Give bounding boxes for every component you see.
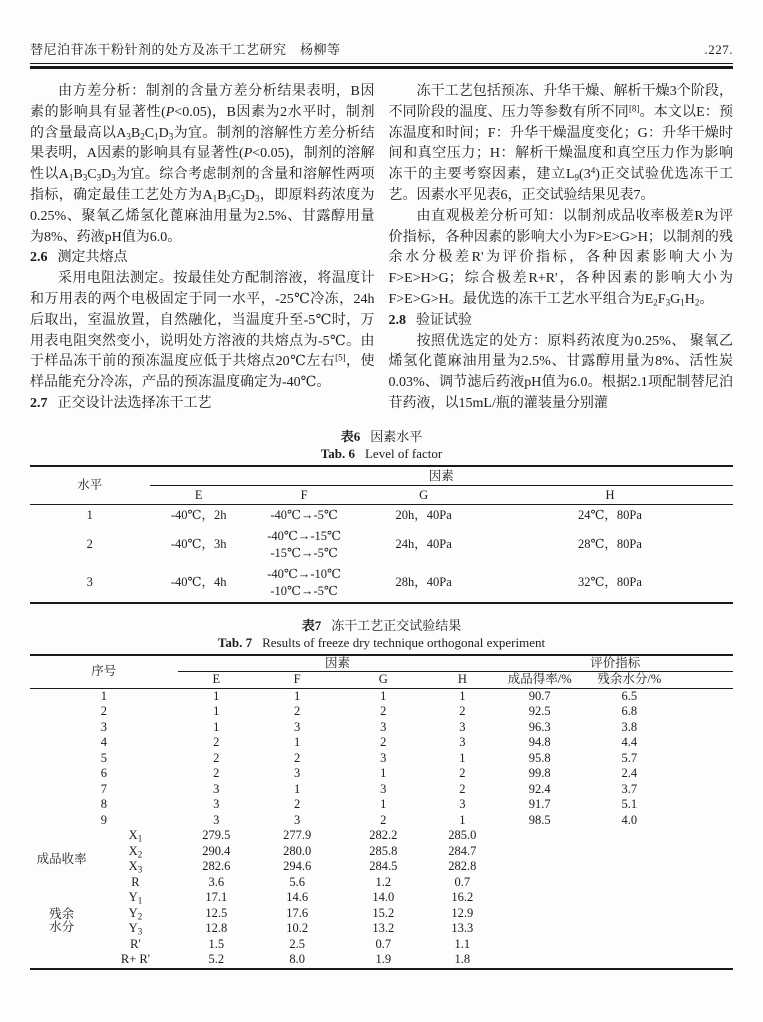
moisture-cell: 6.5 (621, 688, 638, 703)
run-no-cell: 2 (100, 704, 107, 719)
stat-label-cell (93, 906, 177, 922)
level-cell: 2 (380, 704, 387, 719)
stat-value-cell: 2.5 (289, 936, 305, 951)
filler-cell (677, 782, 733, 798)
stat-label-sub: 2 (137, 911, 143, 921)
level-cell: 2 (459, 781, 466, 796)
level-cell: 2 (459, 766, 466, 781)
stat-value-cell: 1.2 (375, 874, 392, 889)
level-cell: 3 (380, 750, 387, 765)
e-cell: -40℃，3h (170, 537, 227, 552)
stat-label-sub: 2 (137, 849, 143, 859)
table7-col-filler (677, 672, 733, 689)
stat-label: R (131, 874, 140, 889)
table6-header-row-1 (30, 466, 733, 486)
level-cell: 1 (86, 507, 93, 522)
table6-col-F: F (248, 485, 360, 504)
stat-label: X (128, 859, 138, 874)
stat-value-cell: 13.2 (372, 921, 395, 936)
section-number: 2.8 (388, 312, 406, 328)
stat-group-label-yield: 成品收率 (36, 851, 87, 866)
yield-cell: 92.5 (528, 704, 551, 719)
run-no-cell: 3 (100, 719, 107, 734)
stat-value-cell: 294.6 (283, 859, 312, 874)
stat-label: Y (128, 905, 138, 920)
paragraph-freeze-dry-factors: 冻干工艺包括预冻、升华干燥、解析干燥3个阶段，不同阶段的温度、压力等参数有所不同[8]。本文以E：预冻温度和时间；F：升华干燥温度变化；G：升华干燥时间和真空压力；H：解析干燥温度和真空压力作为影响冻干的主要考察因素，建立$L_9(3^4)$正交试验优选冻干工艺。因素水平见表6，正交试验结果见表7。 (388, 84, 733, 203)
stat-label-cell (93, 859, 177, 875)
table6-row (30, 504, 733, 526)
level-cell: 1 (213, 704, 220, 719)
table7-stat-row (30, 906, 733, 922)
table7-stat-row (30, 859, 733, 875)
run-no-cell: 4 (100, 735, 107, 750)
stat-value-cell: 16.2 (451, 890, 474, 905)
level-cell: 1 (213, 688, 220, 703)
table7-title-zh: 冻干工艺正交试验结果 (331, 617, 462, 633)
stat-label: Y (128, 890, 138, 905)
stat-label: Y (128, 921, 138, 936)
yield-cell: 95.8 (528, 750, 551, 765)
table7-col-H: H (427, 672, 497, 689)
filler-cell (497, 906, 733, 922)
paragraph-range-analysis: 由直观极差分析可知：以制剂成品收率极差R为评价指标，各种因素的影响大小为F>E>G>H；以制剂的残余水分极差R'为评价指标，各种因素影响大小为F>E>H>G；综合极差R+R'，各种因素的影响大小为F>E>G>H。最优选的冻干工艺水平组合为$E_2F_3G_1H_2$。 (388, 208, 733, 308)
moisture-cell: 2.4 (621, 766, 638, 781)
section-heading-2-6 (30, 248, 375, 269)
stat-label-cell (93, 844, 177, 860)
table7-title-en: Results of freeze dry technique orthogonal experiment (262, 634, 546, 650)
filler-cell (497, 952, 733, 969)
table6-group-factors: 因素 (150, 466, 734, 486)
level-cell: 2 (213, 735, 220, 750)
filler-cell (497, 828, 733, 844)
stat-value-cell: 282.2 (369, 828, 398, 843)
table6-title-en: Level of factor (364, 445, 443, 461)
level-cell: 3 (459, 719, 466, 734)
level-cell: 2 (294, 704, 301, 719)
stat-value-cell: 282.8 (448, 859, 477, 874)
stat-value-cell: 279.5 (202, 828, 231, 843)
moisture-cell: 4.0 (621, 812, 638, 827)
level-cell: 3 (213, 797, 220, 812)
g-cell: 28h，40Pa (395, 575, 452, 590)
table7-col-G: G (339, 672, 427, 689)
level-cell: 3 (213, 812, 220, 827)
level-cell: 3 (213, 781, 220, 796)
stat-value-cell: 285.0 (448, 828, 477, 843)
moisture-cell: 3.7 (621, 781, 638, 796)
stat-value-cell: 1.1 (454, 936, 471, 951)
table7-group-evaluation: 评价指标 (497, 655, 733, 672)
filler-cell (497, 844, 733, 860)
f-cell: -40℃→-15℃ -15℃→-5℃ (267, 528, 342, 560)
table7-stat-row (30, 937, 733, 953)
stat-value-cell: 15.2 (372, 905, 395, 920)
level-cell: 1 (294, 688, 301, 703)
f-cell: -40℃→-5℃ (270, 507, 338, 522)
level-cell: 2 (459, 704, 466, 719)
table7-run-row (30, 688, 733, 704)
section-heading-2-7 (30, 394, 375, 415)
stat-value-cell: 0.7 (454, 874, 471, 889)
table7-stat-row (30, 952, 733, 969)
level-cell: 3 (294, 766, 301, 781)
section-number: 2.6 (30, 250, 48, 266)
stat-label: R+ R' (120, 952, 150, 967)
moisture-cell: 6.8 (621, 704, 638, 719)
table7-col-moisture: 残余水分/% (582, 672, 677, 689)
run-no-cell: 6 (100, 766, 107, 781)
filler-cell (497, 875, 733, 891)
level-cell: 3 (294, 812, 301, 827)
run-no-cell: 9 (100, 812, 107, 827)
stat-label-sub: 3 (137, 864, 143, 875)
table6-caption-zh (30, 429, 733, 445)
filler-cell (677, 688, 733, 704)
stat-label-sub: 1 (137, 833, 143, 844)
stat-label: X (128, 843, 138, 858)
stat-label: X (128, 828, 138, 843)
level-cell: 1 (459, 688, 466, 703)
yield-cell: 90.7 (528, 688, 551, 703)
stat-value-cell: 13.3 (451, 921, 474, 936)
table7-stat-row (30, 921, 733, 937)
table7-run-row (30, 720, 733, 736)
stat-value-cell: 14.6 (286, 890, 309, 905)
stat-value-cell: 12.5 (205, 905, 228, 920)
stat-value-cell: 14.0 (372, 890, 395, 905)
stat-value-cell: 1.5 (208, 936, 225, 951)
stat-value-cell: 17.1 (205, 890, 228, 905)
e-cell: -40℃，2h (170, 507, 227, 522)
yield-cell: 92.4 (528, 781, 551, 796)
stat-value-cell: 5.6 (289, 874, 305, 889)
level-cell: 3 (380, 719, 387, 734)
stat-label: R' (130, 936, 141, 951)
table7-label-zh: 表7 (301, 617, 322, 633)
table6 (30, 465, 733, 604)
table6-col-E: E (150, 485, 248, 504)
stat-label-cell (93, 828, 177, 844)
level-cell: 1 (294, 735, 301, 750)
paragraph-verification-test: 按照优选定的处方：原料药浓度为0.25%、 聚氧乙烯氢化蓖麻油用量为2.5%、甘露醇用量为8%、活性炭0.03%、调节滤后药液pH值为6.0。根据2.1项配制替尼泊苷药液，以15mL/瓶的灌装量分别灌 (388, 333, 733, 411)
table7-stat-row (30, 828, 733, 844)
table7-col-F: F (255, 672, 339, 689)
body-columns (30, 82, 733, 415)
table7-caption-en (30, 635, 733, 651)
header-rule-thick (30, 66, 733, 69)
level-cell: 1 (380, 688, 387, 703)
paragraph-variance-analysis: 由方差分析：制剂的含量方差分析结果表明，B因素的影响具有显著性(P<0.05)，B因素为2水平时，制剂的含量最高以$A_3B_2C_1D_3$为宜。制剂的溶解性方差分析结果表明，A因素的影响具有显著性(P<0.05)，制剂的溶解性以$A_1B_3C_3D_3$为宜。综合考虑制剂的含量和溶解性两项指标，确定最佳工艺处方为$A_1B_3C_3D_3$，即原料药浓度为0.25%、聚氧乙烯氢化蓖麻油用量为2.5%、甘露醇用量为8%、药液pH值为6.0。 (30, 84, 375, 245)
stat-value-cell: 8.0 (289, 952, 305, 967)
table7-run-row (30, 813, 733, 829)
level-cell: 2 (294, 797, 301, 812)
stat-label-cell (93, 952, 177, 969)
filler-cell (677, 720, 733, 736)
run-no-cell: 8 (100, 797, 107, 812)
level-cell: 2 (213, 750, 220, 765)
stat-value-cell: 284.7 (448, 843, 477, 858)
e-cell: -40℃，4h (170, 575, 227, 590)
table7-run-row (30, 751, 733, 767)
stat-label-cell (93, 875, 177, 891)
stat-value-cell: 280.0 (283, 843, 312, 858)
section-number: 2.7 (30, 395, 48, 411)
filler-cell (677, 751, 733, 767)
table7-label-en: Tab. 7 (217, 634, 253, 650)
page-header (30, 42, 733, 57)
table7-run-row (30, 735, 733, 751)
left-column (30, 82, 375, 415)
table7-run-row (30, 782, 733, 798)
table7-stat-row (30, 875, 733, 891)
stat-value-cell: 12.8 (205, 921, 228, 936)
yield-cell: 99.8 (528, 766, 551, 781)
stat-group-label-moisture: 残余 水分 (49, 906, 75, 935)
stat-label-cell (93, 890, 177, 906)
stat-label-sub: 3 (137, 926, 143, 937)
table7-run-row (30, 797, 733, 813)
level-cell: 3 (294, 719, 301, 734)
stat-value-cell: 1.8 (454, 952, 471, 967)
level-cell: 3 (380, 781, 387, 796)
yield-cell: 94.8 (528, 735, 551, 750)
table7-header-row-1 (30, 655, 733, 672)
header-rule-thin (30, 63, 733, 64)
level-cell: 1 (380, 766, 387, 781)
table7-col-runno: 序号 (30, 655, 178, 689)
table6-row (30, 526, 733, 564)
level-cell: 1 (459, 750, 466, 765)
table6-col-level: 水平 (30, 466, 150, 505)
filler-cell (497, 859, 733, 875)
stat-value-cell: 277.9 (283, 828, 312, 843)
filler-cell (677, 813, 733, 829)
table6-block (30, 429, 733, 604)
table7-col-E: E (178, 672, 255, 689)
level-cell: 2 (380, 812, 387, 827)
page-number: .227. (704, 42, 733, 57)
stat-label-sub: 1 (137, 895, 143, 906)
stat-value-cell: 290.4 (202, 843, 231, 858)
stat-value-cell: 282.6 (202, 859, 231, 874)
table6-col-G: G (360, 485, 487, 504)
stat-value-cell: 5.2 (208, 952, 225, 967)
level-cell: 1 (380, 797, 387, 812)
section-title: 验证试验 (416, 312, 472, 328)
level-cell: 1 (213, 719, 220, 734)
filler-cell (677, 797, 733, 813)
moisture-cell: 4.4 (621, 735, 638, 750)
paragraph-eutectic-point: 采用电阻法测定。按最佳处方配制溶液，将温度计和万用表的两个电极固定于同一水平，-25℃冷冻，24h后取出，室温放置，自然融化，当温度升至-5℃时，万用表电阻突然变小，说明处方溶液的共熔点为-5℃。由于样品冻干前的预冻温度应低于共熔点20℃左右[5]，使样品能充分冷冻，产品的预冻温度确定为-40℃。 (30, 271, 375, 391)
yield-cell: 98.5 (528, 812, 551, 827)
table7-run-row (30, 704, 733, 720)
level-cell: 1 (459, 812, 466, 827)
stat-value-cell: 1.9 (375, 952, 392, 967)
table7-run-row (30, 766, 733, 782)
table6-col-H: H (487, 485, 733, 504)
table7 (30, 654, 733, 970)
filler-cell (497, 937, 733, 953)
level-cell: 3 (459, 797, 466, 812)
f-cell: -40℃→-10℃ -10℃→-5℃ (267, 566, 342, 598)
running-title: 替尼泊苷冻干粉针剂的处方及冻干工艺研究 杨柳等 (30, 42, 341, 57)
filler-cell (677, 704, 733, 720)
table7-group-factors: 因素 (178, 655, 498, 672)
table7-stat-row (30, 890, 733, 906)
stat-group-label-empty (30, 952, 93, 969)
table7-block (30, 618, 733, 970)
stat-label-cell (93, 921, 177, 937)
h-cell: 24℃，80Pa (577, 507, 642, 522)
level-cell: 2 (213, 766, 220, 781)
h-cell: 28℃，80Pa (577, 537, 642, 552)
table6-label-zh: 表6 (340, 428, 361, 444)
run-no-cell: 1 (100, 688, 107, 703)
section-title: 正交设计法选择冻干工艺 (57, 395, 212, 411)
level-cell: 3 (459, 735, 466, 750)
level-cell: 3 (86, 575, 93, 590)
level-cell: 2 (380, 735, 387, 750)
filler-cell (497, 890, 733, 906)
stat-value-cell: 12.9 (451, 905, 474, 920)
run-no-cell: 7 (100, 781, 107, 796)
moisture-cell: 5.1 (621, 797, 638, 812)
h-cell: 32℃，80Pa (577, 575, 642, 590)
g-cell: 20h，40Pa (395, 507, 452, 522)
table7-col-yield: 成品得率/% (497, 672, 581, 689)
stat-value-cell: 3.6 (208, 874, 225, 889)
table6-caption-en (30, 446, 733, 462)
stat-label-cell (93, 937, 177, 953)
level-cell: 1 (294, 781, 301, 796)
level-cell: 2 (86, 537, 93, 552)
stat-value-cell: 0.7 (375, 936, 392, 951)
table6-label-en: Tab. 6 (320, 445, 355, 461)
stat-value-cell: 10.2 (286, 921, 309, 936)
moisture-cell: 3.8 (621, 719, 638, 734)
stat-value-cell: 284.5 (369, 859, 398, 874)
table6-title-zh: 因素水平 (370, 428, 423, 444)
right-column (389, 82, 734, 415)
stat-value-cell: 285.8 (369, 843, 398, 858)
filler-cell (497, 921, 733, 937)
yield-cell: 96.3 (528, 719, 551, 734)
g-cell: 24h，40Pa (395, 537, 452, 552)
filler-cell (677, 735, 733, 751)
table7-caption-zh (30, 618, 733, 634)
section-heading-2-8 (389, 311, 734, 332)
stat-value-cell: 17.6 (286, 905, 309, 920)
moisture-cell: 5.7 (621, 750, 638, 765)
table6-row (30, 564, 733, 603)
level-cell: 2 (294, 750, 301, 765)
section-title: 测定共熔点 (57, 250, 128, 266)
run-no-cell: 5 (100, 750, 107, 765)
filler-cell (677, 766, 733, 782)
yield-cell: 91.7 (528, 797, 551, 812)
table7-stat-row (30, 844, 733, 860)
